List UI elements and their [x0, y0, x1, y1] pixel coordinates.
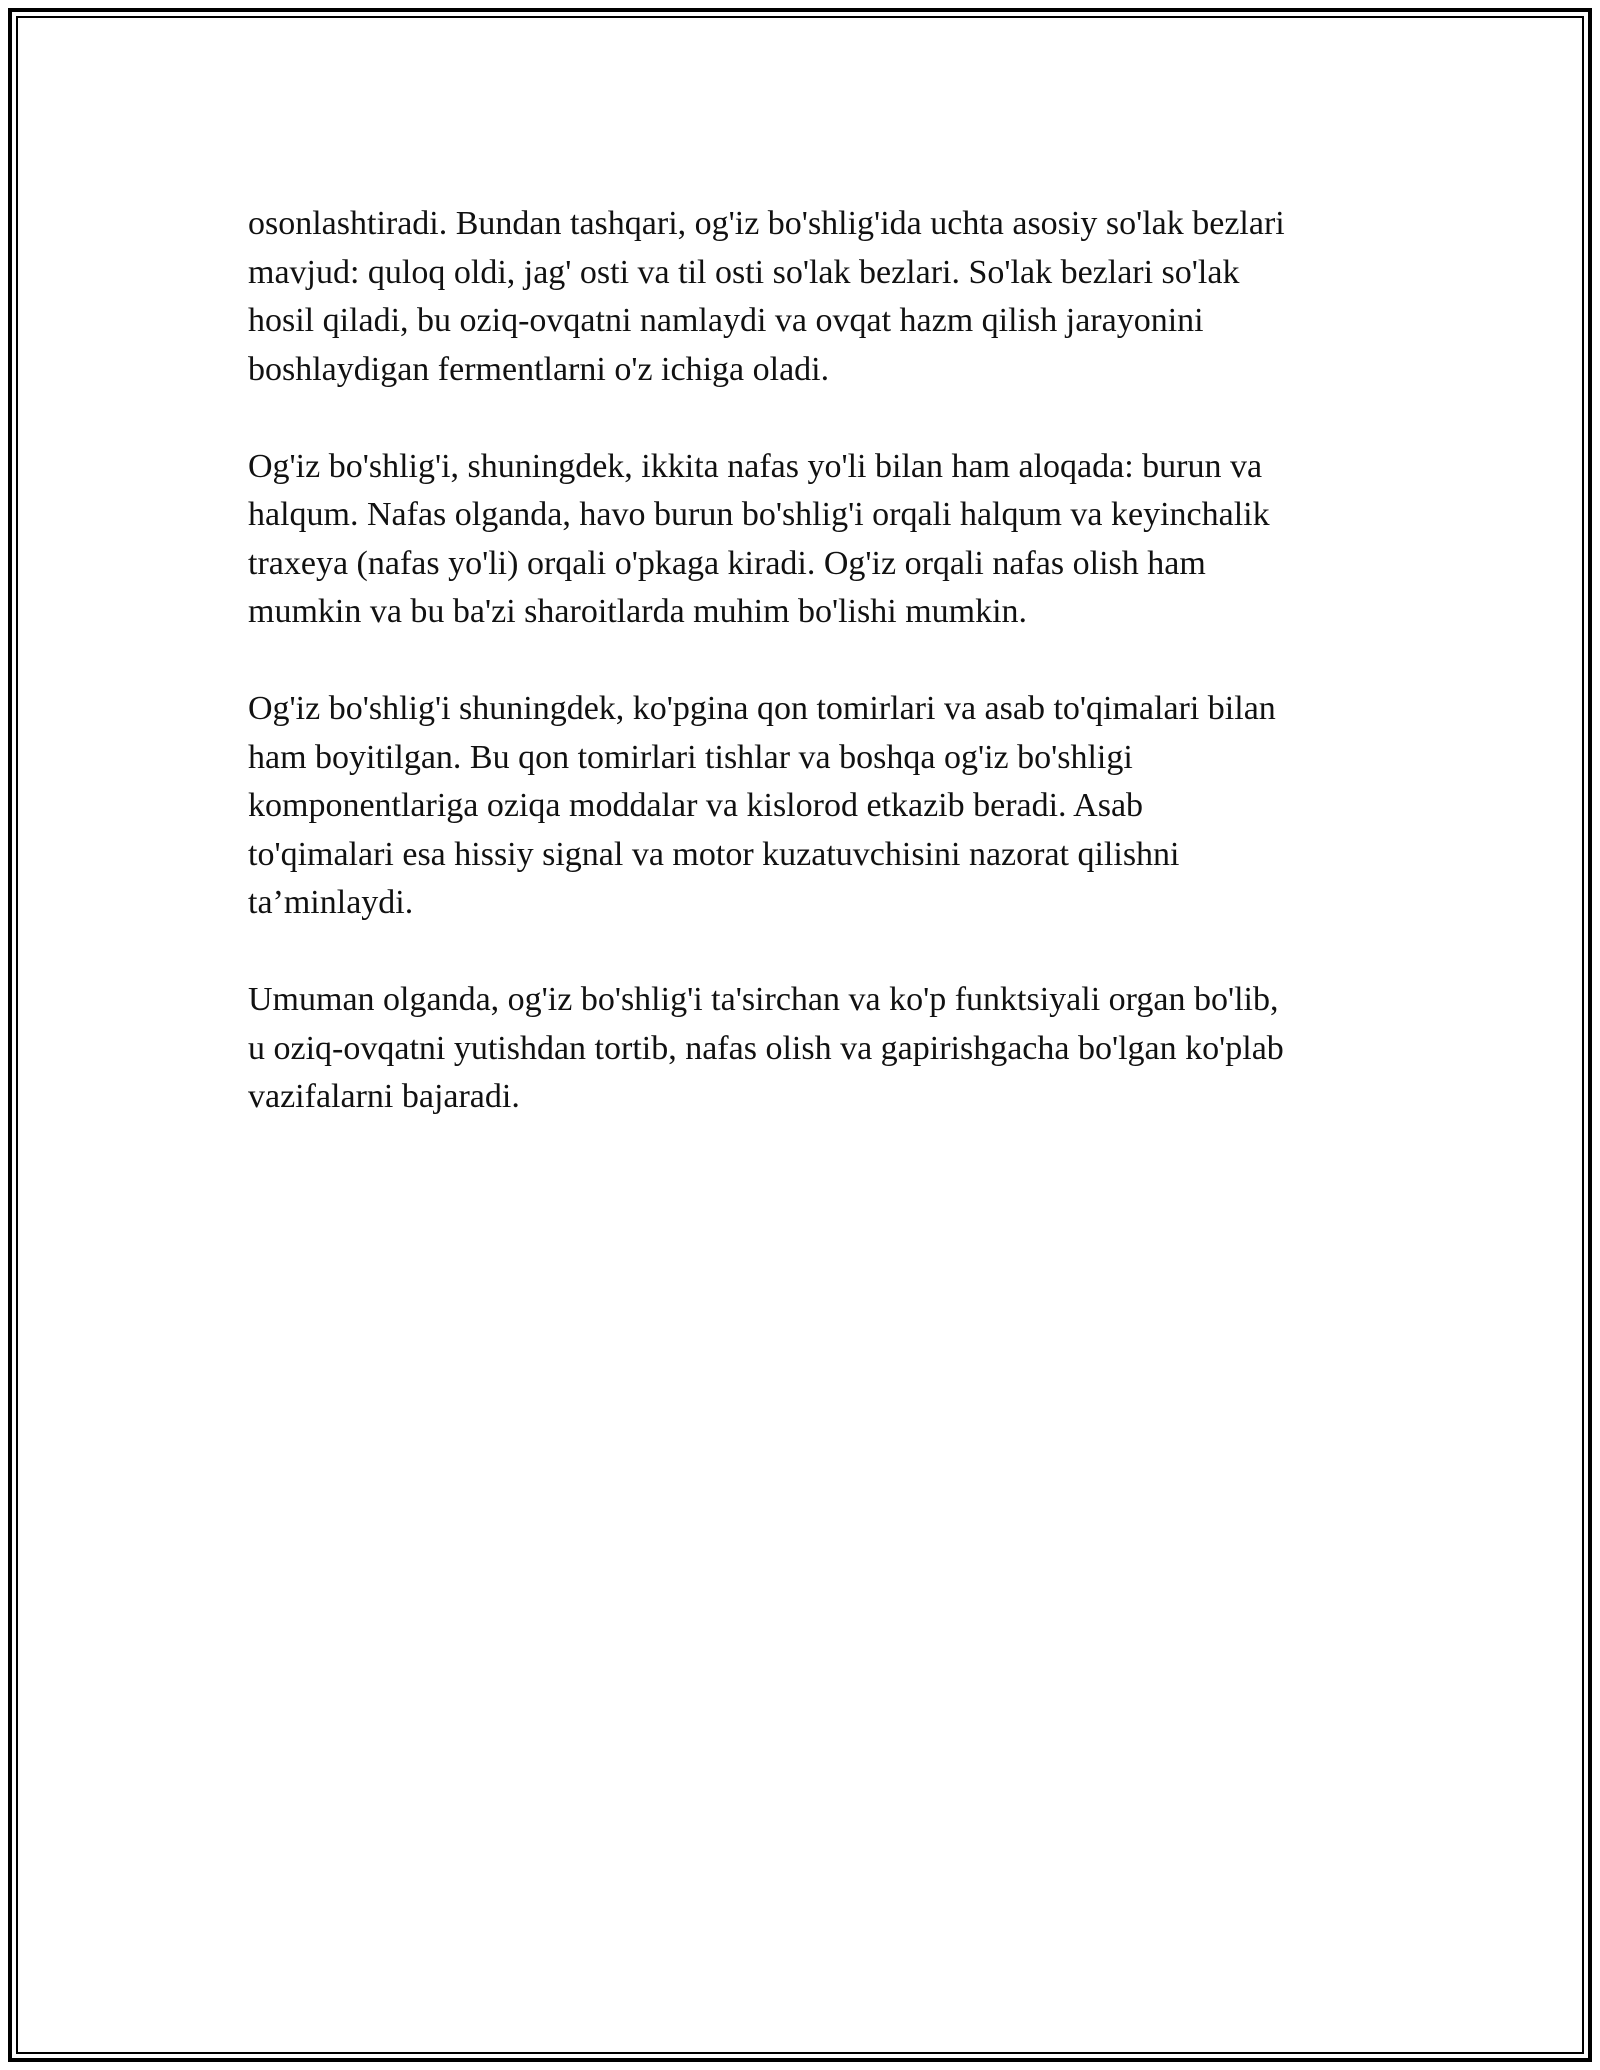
- paragraph-4: Umuman olganda, og'iz bo'shlig'i ta'sirchan va ko'p funktsiyali organ bo'lib, u oziq-ovqatni yutishdan tortib, nafas olish va gapirishgacha bo'lgan ko'plab vazifalarni bajaradi.: [248, 981, 1284, 1115]
- page-frame: [8, 8, 1592, 2062]
- paragraph-1: osonlashtiradi. Bundan tashqari, og'iz bo'shlig'ida uchta asosiy so'lak bezlari mavjud: quloq oldi, jag' osti va til osti so'lak bezlari. So'lak bezlari so'lak hosil qiladi, bu oziq-ovqatni namlaydi va ovqat hazm qilish jarayonini boshlaydigan fermentlarni o'z ichiga oladi.: [248, 205, 1285, 388]
- document-body: [248, 200, 1378, 1170]
- paragraph-3: Og'iz bo'shlig'i shuningdek, ko'pgina qon tomirlari va asab to'qimalari bilan ham boyitilgan. Bu qon tomirlari tishlar va boshqa og'iz bo'shligi komponentlariga oziqa moddalar va kislorod etkazib beradi. Asab to'qimalari esa hissiy signal va motor kuzatuvchisini nazorat qilishni ta’minlaydi.: [248, 690, 1276, 921]
- paragraph-2: Og'iz bo'shlig'i, shuningdek, ikkita nafas yo'li bilan ham aloqada: burun va halqum. Nafas olganda, havo burun bo'shlig'i orqali halqum va keyinchalik traxeya (nafas yo'li) orqali o'pkaga kiradi. Og'iz orqali nafas olish ham mumkin va bu ba'zi sharoitlarda muhim bo'lishi mumkin.: [248, 447, 1270, 630]
